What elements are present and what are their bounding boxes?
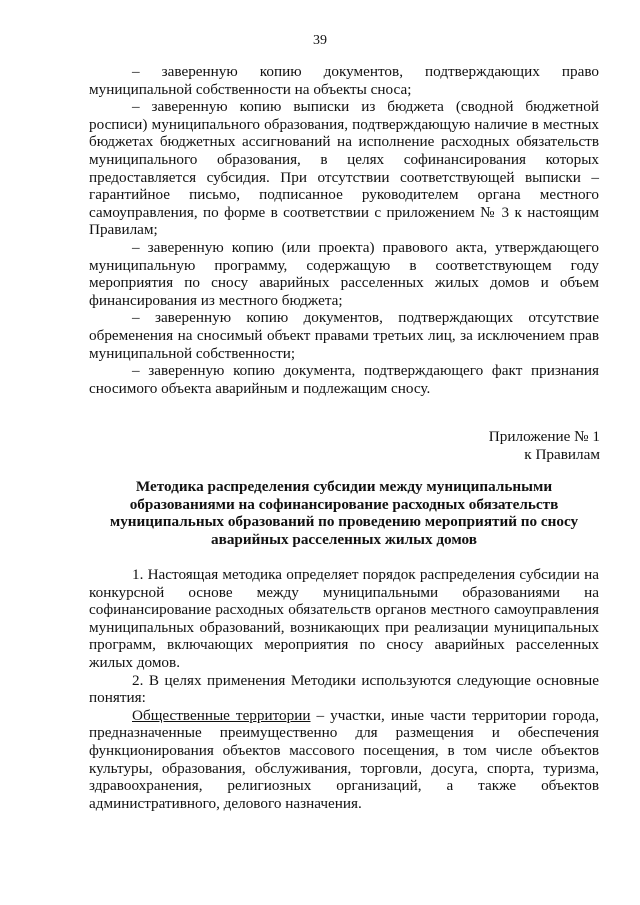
term-definition: – участки, иные части территории города, предназначенные преимущественно для размещения и обеспечения функционирования объектов массового посещения, в том числе объектов культуры, образования, обслуживания, торговли, досуга, спорта, туризма, здравоохранения, религиозных организаций, а также объектов административного, делового назначения.: [89, 706, 600, 812]
list-item: – заверенную копию документов, подтверждающих отсутствие обременения на сносимый объект правами третьих лиц, за исключением прав муниципальной собственности;: [89, 309, 599, 362]
list-item: – заверенную копию документов, подтверждающих право муниципальной собственности на объекты сноса;: [89, 63, 599, 98]
page-number: 39: [313, 33, 327, 48]
body-paragraph: 1. Настоящая методика определяет порядок распределения субсидии на конкурсной основе между муниципальными образованиями на софинансирование расходных обязательств органов местного самоуправления муниципальных образований, возникающих при реализации муниципальных программ, включающих мероприятия по сносу аварийных расселенных жилых домов.: [89, 566, 599, 671]
heading-line: Методика распределения субсидии между муниципальными: [135, 478, 553, 495]
appendix-line: к Правилам: [524, 445, 600, 463]
defined-term: Общественные территории: [132, 706, 311, 724]
list-item: – заверенную копию выписки из бюджета (сводной бюджетной росписи) муниципального образования, подтверждающую наличие в местных бюджетах бюджетных ассигнований на исполнение расходных обязательств муниципального образования, в целях софинансирования которых предоставляется субсидия. При отсутствии соответствующей выписки – гарантийное письмо, подписанное руководителем органа местного самоуправления, по форме в соответствии с приложением № 3 к настоящим Правилам;: [89, 98, 599, 239]
appendix-reference: [489, 428, 600, 463]
definition-paragraph: [89, 707, 599, 813]
appendix-line: Приложение № 1: [488, 428, 600, 445]
list-item: – заверенную копию документа, подтверждающего факт признания сносимого объекта аварийным и подлежащим сносу.: [89, 362, 599, 397]
list-item: – заверенную копию (или проекта) правового акта, утверждающего муниципальную программу, содержащую в соответствующем году мероприятия по сносу аварийных расселенных жилых домов и объем финансирования из местного бюджета;: [89, 238, 599, 309]
required-documents-list: [89, 63, 599, 397]
heading-line: муниципальных образований по проведению мероприятий по сносу: [109, 513, 579, 531]
methodology-body: [89, 566, 599, 812]
body-paragraph: 2. В целях применения Методики используются следующие основные понятия:: [89, 671, 599, 707]
heading-line: образованиями на софинансирование расходных обязательств: [129, 495, 559, 513]
methodology-heading: [89, 478, 599, 548]
heading-line: аварийных расселенных жилых домов: [211, 530, 477, 548]
